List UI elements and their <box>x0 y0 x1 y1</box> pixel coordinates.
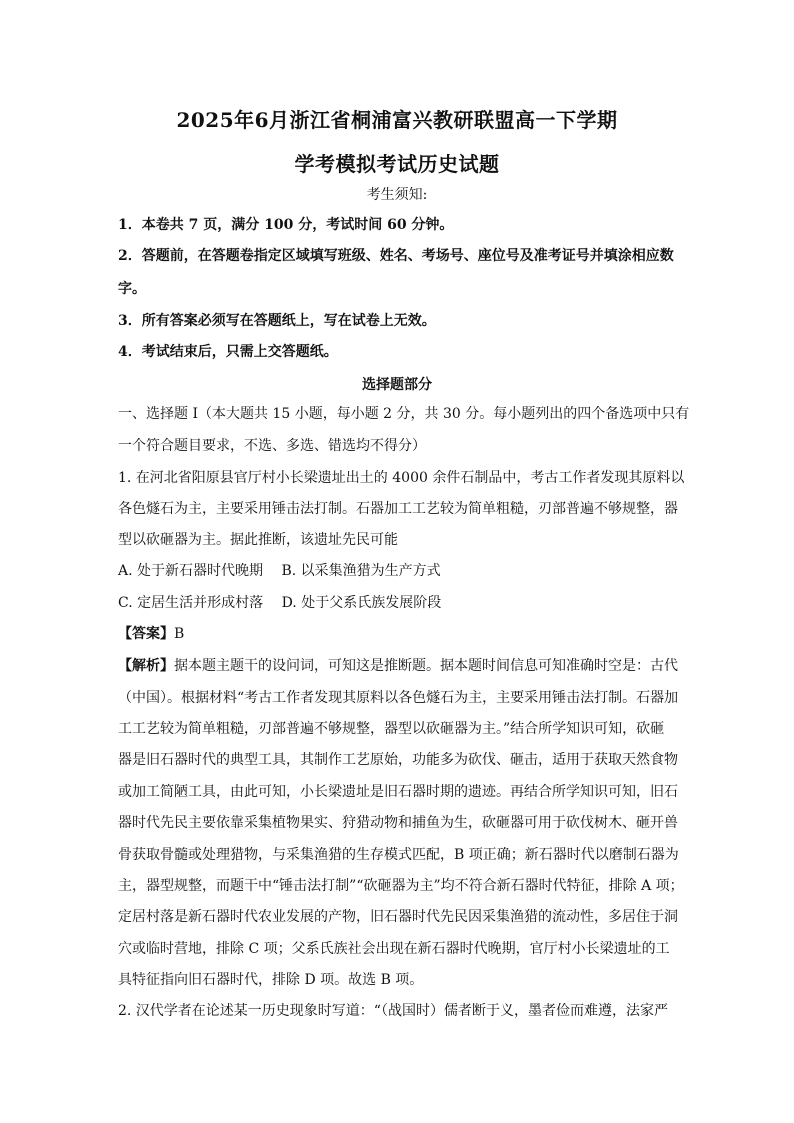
question-1-stem-line-2: 各色燧石为主，主要采用锤击法打制。石器加工工艺较为简单粗糙，刃部普遍不够规整，器 <box>118 501 678 517</box>
answer-value: B <box>174 626 185 642</box>
notice-heading: 考生须知: <box>366 187 428 203</box>
notice-item-2-continued: 字。 <box>118 281 146 297</box>
question-1-analysis-line-5: 或加工简陋工具，由此可知，小长梁遗址是旧石器时期的遗迹。再结合所学知识可知，旧石 <box>118 784 678 800</box>
question-2-stem-line-1: 2. 汉代学者在论述某一历史现象时写道：“（战国时）儒者断于义，墨者俭而难遵，法家严 <box>118 1003 668 1019</box>
section-intro-line-2: 一个符合题目要求，不选、多选、错选均不得分） <box>118 438 426 454</box>
question-1-stem-line-1: 1. 在河北省阳原县官厅村小长梁遗址出土的 4000 余件石制品中，考古工作者发现其原料以 <box>118 470 685 486</box>
question-1-analysis-line-11: 具特征指向旧石器时代，排除 D 项。故选 B 项。 <box>118 972 424 988</box>
analysis-text-first: 据本题主题干的设问词，可知这是推断题。据本题时间信息可知准确时空是：古代 <box>174 658 678 674</box>
question-1-options-ab: A. 处于新石器时代晚期 B. 以采集渔猎为生产方式 <box>118 563 441 579</box>
question-1-options-cd: C. 定居生活并形成村落 D. 处于父系氏族发展阶段 <box>118 595 442 611</box>
notice-item-2: 2．答题前，在答题卷指定区域填写班级、姓名、考场号、座位号及准考证号并填涂相应数 <box>118 248 674 264</box>
question-1-analysis-line-1 <box>118 656 678 676</box>
question-1-analysis-line-4: 器是旧石器时代的典型工具，其制作工艺原始，功能多为砍伐、砸击，适用于获取天然食物 <box>118 752 678 768</box>
question-1-analysis-line-2: （中国）。根据材料“考古工作者发现其原料以各色燧石为主，主要采用锤击法打制。石器加 <box>118 690 679 706</box>
document-title-line-1: 2025年6月浙江省桐浦富兴教研联盟高一下学期 <box>176 108 618 132</box>
notice-item-1: 1．本卷共 7 页，满分 100 分，考试时间 60 分钟。 <box>118 217 454 233</box>
question-1-analysis-line-8: 主，器型规整，而题干中“锤击法打制”“砍砸器为主”均不符合新石器时代特征，排除 A 项； <box>118 878 684 894</box>
analysis-label: 【解析】 <box>118 658 174 674</box>
question-1-stem-line-3: 型以砍砸器为主。据此推断，该遗址先民可能 <box>118 532 398 548</box>
notice-item-3: 3．所有答案必须写在答题纸上，写在试卷上无效。 <box>118 313 436 329</box>
notice-item-4: 4．考试结束后，只需上交答题纸。 <box>118 344 338 360</box>
document-title-line-2: 学考模拟考试历史试题 <box>294 152 500 176</box>
answer-label: 【答案】 <box>118 626 174 642</box>
question-1-analysis-line-7: 骨获取骨髓或处理猎物，与采集渔猎的生存模式匹配，B 项正确；新石器时代以磨制石器为 <box>118 847 679 863</box>
question-1-analysis-line-6: 器时代先民主要依靠采集植物果实、狩猎动物和捕鱼为生，砍砸器可用于砍伐树木、砸开兽 <box>118 815 678 831</box>
question-1-analysis-line-9: 定居村落是新石器时代农业发展的产物，旧石器时代先民因采集渔猎的流动性，多居住于洞 <box>118 909 678 925</box>
section-intro-line-1: 一、选择题 I（本大题共 15 小题，每小题 2 分，共 30 分。每小题列出的四个备选项中只有 <box>118 406 690 422</box>
question-1-analysis-line-10: 穴或临时营地，排除 C 项；父系氏族社会出现在新石器时代晚期，官厅村小长梁遗址的工 <box>118 941 670 957</box>
section-heading: 选择题部分 <box>362 377 432 393</box>
question-1-analysis-line-3: 工工艺较为简单粗糙，刃部普遍不够规整，器型以砍砸器为主。”结合所学知识可知，砍砸 <box>118 721 665 737</box>
question-1-answer <box>118 624 678 644</box>
